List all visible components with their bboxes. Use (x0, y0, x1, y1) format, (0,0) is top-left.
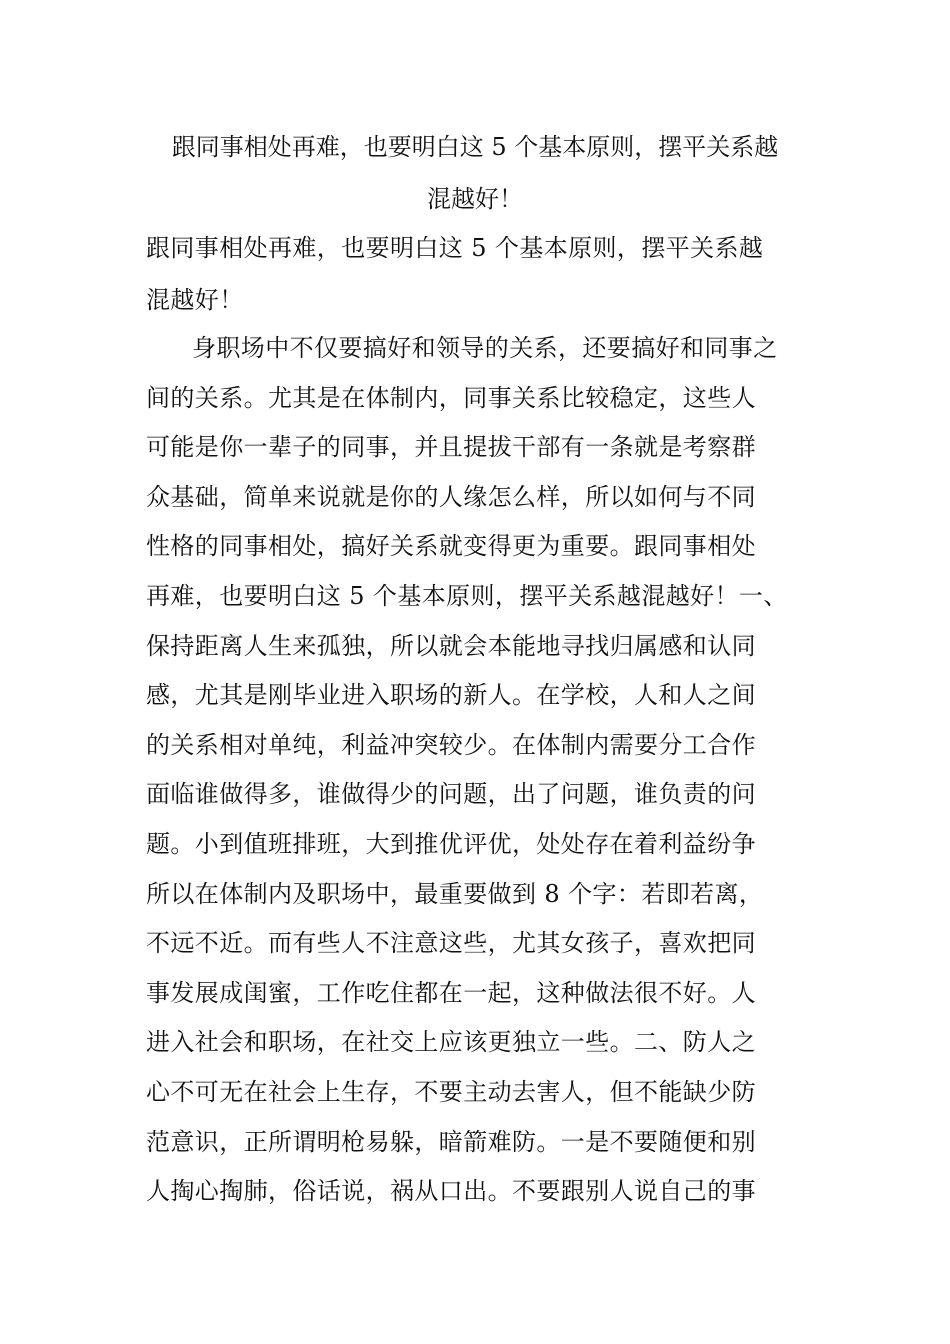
body-line: 不远不近。而有些人不注意这些，尤其女孩子，喜欢把同 (146, 929, 756, 958)
body-line: 性格的同事相处，搞好关系就变得更为重要。跟同事相处 (146, 532, 756, 561)
document-title-line-1: 跟同事相处再难，也要明白这 5 个基本原则，摆平关系越 (171, 133, 779, 161)
document-heading (146, 222, 826, 326)
body-line: 心不可无在社会上生存，不要主动去害人，但不能缺少防 (146, 1077, 756, 1106)
body-line: 进入社会和职场，在社交上应该更独立一些。二、防人之 (146, 1028, 756, 1057)
body-line: 众基础，简单来说就是你的人缘怎么样，所以如何与不同 (146, 482, 756, 511)
document-body (146, 324, 826, 1217)
body-line: 再难，也要明白这 5 个基本原则，摆平关系越混越好！一、 (146, 581, 788, 610)
document-title-line-2: 混越好！ (427, 185, 523, 213)
body-line: 的关系相对单纯，利益冲突较少。在体制内需要分工合作 (146, 730, 756, 759)
body-line: 所以在体制内及职场中，最重要做到 8 个字：若即若离， (146, 879, 764, 908)
body-line: 范意识，正所谓明枪易躲，暗箭难防。一是不要随便和别 (146, 1127, 756, 1156)
body-line: 可能是你一辈子的同事，并且提拔干部有一条就是考察群 (146, 433, 756, 462)
body-line: 人掏心掏肺，俗话说，祸从口出。不要跟别人说自己的事 (146, 1177, 756, 1206)
heading-line: 混越好！ (146, 286, 244, 314)
body-line: 面临谁做得多，谁做得少的问题，出了问题，谁负责的问 (146, 780, 756, 809)
body-line: 事发展成闺蜜，工作吃住都在一起，这种做法很不好。人 (146, 978, 756, 1007)
body-line: 身职场中不仅要搞好和领导的关系，还要搞好和同事之 (192, 334, 778, 362)
heading-line: 跟同事相处再难，也要明白这 5 个基本原则，摆平关系越 (146, 234, 764, 262)
body-line: 间的关系。尤其是在体制内，同事关系比较稳定，这些人 (146, 383, 756, 412)
body-line: 题。小到值班排班，大到推优评优，处处存在着利益纷争 (146, 829, 756, 858)
body-line: 保持距离人生来孤独，所以就会本能地寻找归属感和认同 (146, 631, 756, 660)
body-line: 感，尤其是刚毕业进入职场的新人。在学校，人和人之间 (146, 681, 756, 710)
